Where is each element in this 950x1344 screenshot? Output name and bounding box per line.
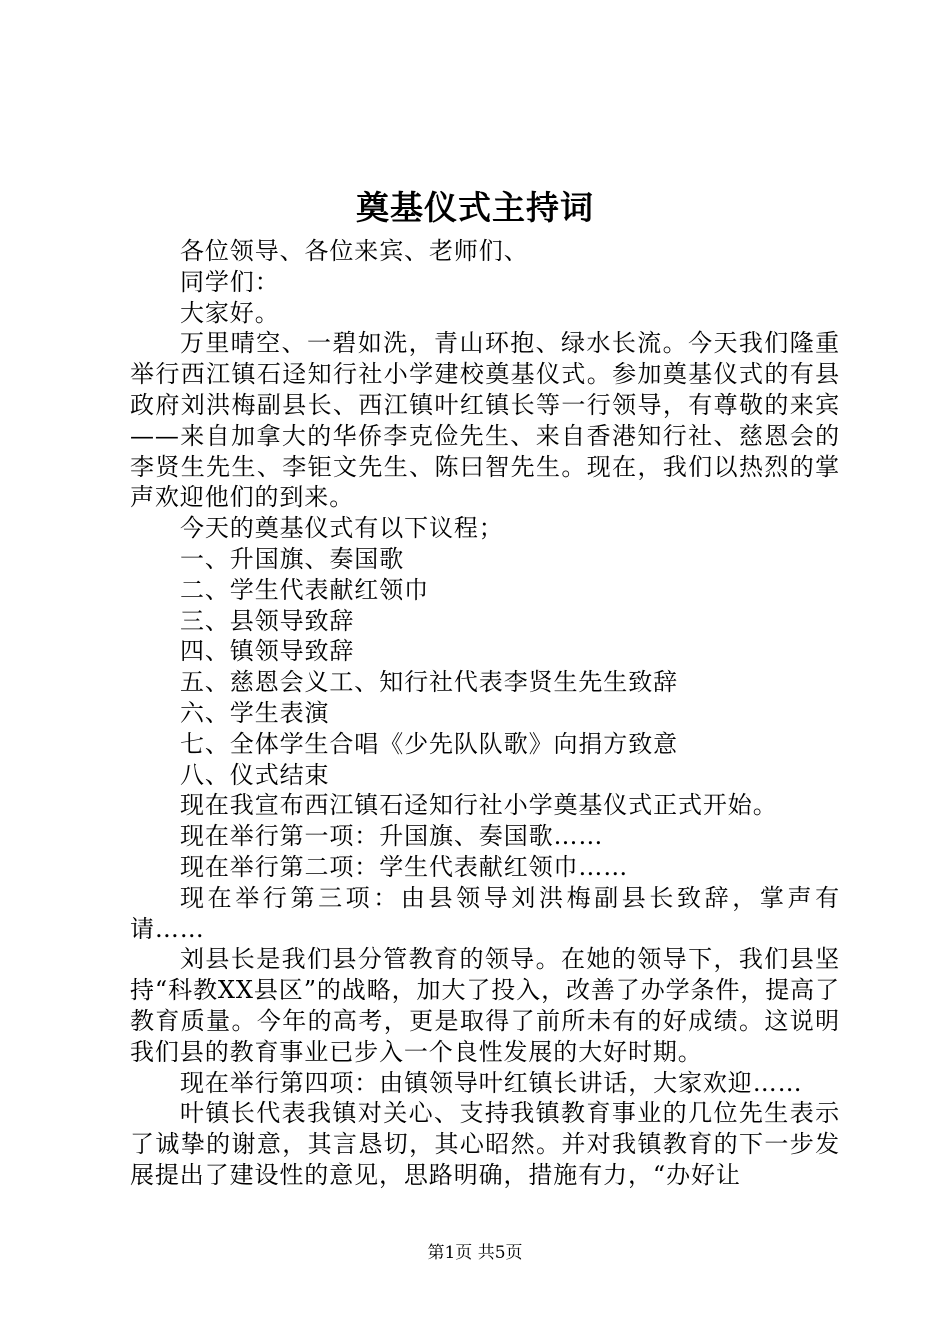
paragraph: 现在举行第二项：学生代表献红领巾…… bbox=[180, 852, 629, 881]
agenda-item: 七、全体学生合唱《少先队队歌》向捐方致意 bbox=[180, 729, 678, 758]
agenda-item: 二、学生代表献红领巾 bbox=[180, 575, 429, 604]
paragraph: 叶镇长代表我镇对关心、支持我镇教育事业的几位先生表示了诚挚的谢意，其言恳切，其心昭然。并对我镇教育的下一步发展提出了建设性的意见，思路明确，措施有力，“办好让 bbox=[130, 1099, 840, 1189]
page-number-footer: 第1页 共5页 bbox=[427, 1243, 523, 1263]
agenda-item: 五、慈恩会义工、知行社代表李贤生先生致辞 bbox=[180, 668, 678, 697]
paragraph: 现在我宣布西江镇石迳知行社小学奠基仪式正式开始。 bbox=[180, 791, 778, 820]
paragraph: 大家好。 bbox=[180, 298, 280, 327]
document-body bbox=[130, 236, 840, 1191]
agenda-item: 三、县领导致辞 bbox=[180, 606, 355, 635]
paragraph: 各位领导、各位来宾、老师们、 bbox=[180, 237, 529, 265]
agenda-item: 八、仪式结束 bbox=[180, 760, 330, 789]
page-title: 奠基仪式主持词 bbox=[356, 188, 594, 227]
paragraph: 刘县长是我们县分管教育的领导。在她的领导下，我们县坚持“科教XX县区”的战略，加大了投入，改善了办学条件，提高了教育质量。今年的高考，更是取得了前所未有的好成绩。这说明我们县的教育事业已步入一个良性发展的大好时期。 bbox=[130, 945, 840, 1066]
paragraph: 现在举行第四项：由镇领导叶红镇长讲话，大家欢迎…… bbox=[180, 1068, 803, 1097]
paragraph: 现在举行第三项：由县领导刘洪梅副县长致辞，掌声有请…… bbox=[130, 883, 840, 943]
paragraph: 现在举行第一项：升国旗、奏国歌…… bbox=[180, 822, 604, 851]
paragraph: 万里晴空、一碧如洗，青山环抱、绿水长流。今天我们隆重举行西江镇石迳知行社小学建校奠基仪式。参加奠基仪式的有县政府刘洪梅副县长、西江镇叶红镇长等一行领导，有尊敬的来宾——来自加拿大的华侨李克俭先生、来自香港知行社、慈恩会的李贤生先生、李钜文先生、陈曰智先生。现在，我们以热烈的掌声欢迎他们的到来。 bbox=[130, 329, 840, 512]
agenda-item: 四、镇领导致辞 bbox=[180, 637, 355, 666]
agenda-item: 一、升国旗、奏国歌 bbox=[180, 544, 405, 573]
paragraph: 同学们： bbox=[180, 267, 280, 296]
paragraph: 今天的奠基仪式有以下议程； bbox=[180, 514, 504, 543]
agenda-item: 六、学生表演 bbox=[180, 698, 330, 727]
